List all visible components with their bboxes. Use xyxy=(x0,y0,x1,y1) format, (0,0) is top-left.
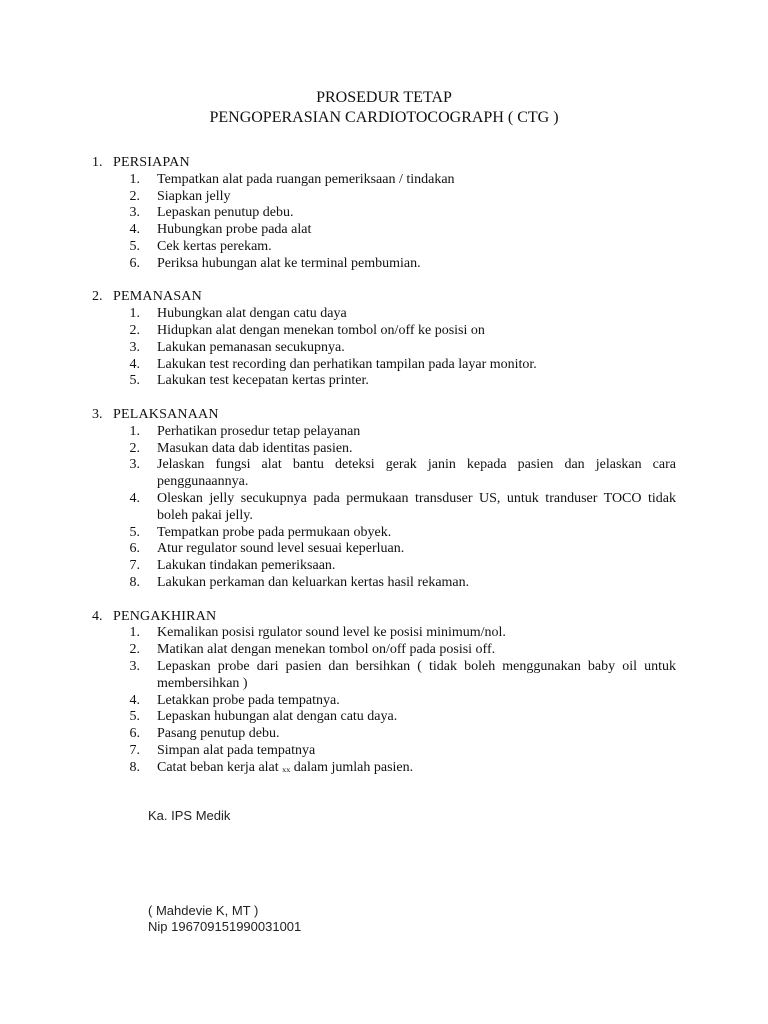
section xyxy=(92,609,676,777)
step-text: Lakukan test recording dan perhatikan tampilan pada layar monitor. xyxy=(157,356,537,372)
step-number: 4. xyxy=(129,692,140,708)
step-text: Hidupkan alat dengan menekan tombol on/off ke posisi on xyxy=(157,322,485,338)
step-number: 3. xyxy=(129,457,140,473)
step-item xyxy=(92,743,676,760)
step-item xyxy=(92,575,676,592)
step-number: 1. xyxy=(129,171,140,187)
step-text: Tempatkan alat pada ruangan pemeriksaan / tindakan xyxy=(157,171,455,187)
step-number: 2. xyxy=(129,322,140,338)
step-number: 8. xyxy=(129,759,140,775)
document-title: PROSEDUR TETAP xyxy=(316,89,452,106)
step-number: 1. xyxy=(129,625,140,641)
step-item xyxy=(92,525,676,542)
step-item xyxy=(92,340,676,357)
step-number: 7. xyxy=(129,742,140,758)
section-title: PERSIAPAN xyxy=(113,155,190,170)
section-heading xyxy=(92,609,676,626)
step-item xyxy=(92,373,676,390)
step-text: Masukan data dab identitas pasien. xyxy=(157,440,353,456)
step-item xyxy=(92,323,676,340)
step-item xyxy=(92,424,676,441)
section xyxy=(92,289,676,390)
section-number: 1. xyxy=(92,155,103,170)
step-text: Simpan alat pada tempatnya xyxy=(157,742,316,758)
step-text: Matikan alat dengan menekan tombol on/off pada posisi off. xyxy=(157,642,496,658)
step-number: 1. xyxy=(129,423,140,439)
step-text: Pasang penutup debu. xyxy=(157,726,280,742)
section-heading xyxy=(92,407,676,424)
step-item xyxy=(92,709,676,726)
step-number: 5. xyxy=(129,709,140,725)
step-item xyxy=(92,726,676,743)
step-text: Siapkan jelly xyxy=(157,188,231,204)
signature-block xyxy=(148,808,302,934)
step-number: 2. xyxy=(129,440,140,456)
step-item xyxy=(92,172,676,189)
step-text: Tempatkan probe pada permukaan obyek. xyxy=(157,524,392,540)
section-heading xyxy=(92,155,676,172)
step-item xyxy=(92,256,676,273)
step-list xyxy=(92,306,676,390)
step-list xyxy=(92,424,676,592)
section-number: 3. xyxy=(92,406,103,422)
step-item xyxy=(92,541,676,558)
step-list xyxy=(92,172,676,273)
step-item xyxy=(92,625,676,642)
section xyxy=(92,155,676,273)
step-item xyxy=(92,306,676,323)
step-number: 4. xyxy=(129,356,140,372)
section-title: PELAKSANAAN xyxy=(113,406,219,422)
signature-name: ( Mahdevie K, MT ) xyxy=(148,903,259,918)
step-text: Lepaskan probe dari pasien dan bersihkan ( tidak boleh menggunakan baby oil untuk membersihkan ) xyxy=(157,658,676,691)
step-text: Hubungkan probe pada alat xyxy=(157,222,312,238)
step-item xyxy=(92,441,676,458)
step-number: 6. xyxy=(129,541,140,557)
title-block xyxy=(0,88,768,128)
step-text: Jelaskan fungsi alat bantu deteksi gerak janin kepada pasien dan jelaskan cara penggunaannya. xyxy=(157,457,676,490)
step-text: Cek kertas perekam. xyxy=(157,238,272,254)
step-text: Hubungkan alat dengan catu daya xyxy=(157,306,347,322)
step-number: 7. xyxy=(129,558,140,574)
step-text: Lakukan tindakan pemeriksaan. xyxy=(157,558,336,574)
step-item xyxy=(92,189,676,206)
step-number: 5. xyxy=(129,373,140,389)
step-text: Letakkan probe pada tempatnya. xyxy=(157,692,340,708)
step-item xyxy=(92,205,676,222)
signature-role: Ka. IPS Medik xyxy=(148,808,231,823)
step-number: 5. xyxy=(129,238,140,254)
section-title: PENGAKHIRAN xyxy=(113,608,217,624)
section xyxy=(92,407,676,592)
step-item xyxy=(92,659,676,693)
step-item xyxy=(92,491,676,525)
step-item xyxy=(92,457,676,491)
step-number: 3. xyxy=(129,658,140,674)
document-subtitle: PENGOPERASIAN CARDIOTOCOGRAPH ( CTG ) xyxy=(209,109,559,126)
step-text: Periksa hubungan alat ke terminal pembumian. xyxy=(157,255,421,271)
step-number: 5. xyxy=(129,524,140,540)
step-item xyxy=(92,642,676,659)
step-number: 4. xyxy=(129,490,140,506)
step-text: Lakukan test kecepatan kertas printer. xyxy=(157,373,369,389)
step-text: Perhatikan prosedur tetap pelayanan xyxy=(157,423,361,439)
section-heading xyxy=(92,289,676,306)
section-title: PEMANASAN xyxy=(113,289,202,305)
step-number: 2. xyxy=(129,642,140,658)
step-text: Lakukan pemanasan secukupnya. xyxy=(157,339,345,355)
step-number: 6. xyxy=(129,255,140,271)
procedure-sections xyxy=(92,155,676,793)
step-number: 1. xyxy=(129,306,140,322)
step-text: Lepaskan penutup debu. xyxy=(157,205,294,221)
step-number: 8. xyxy=(129,574,140,590)
section-number: 4. xyxy=(92,608,103,624)
step-text: Atur regulator sound level sesuai keperluan. xyxy=(157,541,405,557)
step-item xyxy=(92,760,676,777)
step-text: Kemalikan posisi rgulator sound level ke posisi minimum/nol. xyxy=(157,625,506,641)
step-item xyxy=(92,239,676,256)
step-item xyxy=(92,357,676,374)
signature-nip: Nip 196709151990031001 xyxy=(148,919,302,934)
step-text: Catat beban kerja alat ₓₓ dalam jumlah pasien. xyxy=(157,759,414,775)
step-number: 3. xyxy=(129,339,140,355)
step-text: Lepaskan hubungan alat dengan catu daya. xyxy=(157,709,398,725)
step-list xyxy=(92,625,676,776)
step-text: Lakukan perkaman dan keluarkan kertas hasil rekaman. xyxy=(157,574,470,590)
step-item xyxy=(92,222,676,239)
step-number: 6. xyxy=(129,726,140,742)
step-item xyxy=(92,693,676,710)
step-text: Oleskan jelly secukupnya pada permukaan transduser US, untuk tranduser TOCO tidak boleh pakai jelly. xyxy=(157,490,676,523)
step-number: 2. xyxy=(129,188,140,204)
step-number: 3. xyxy=(129,205,140,221)
step-number: 4. xyxy=(129,222,140,238)
section-number: 2. xyxy=(92,289,103,305)
step-item xyxy=(92,558,676,575)
